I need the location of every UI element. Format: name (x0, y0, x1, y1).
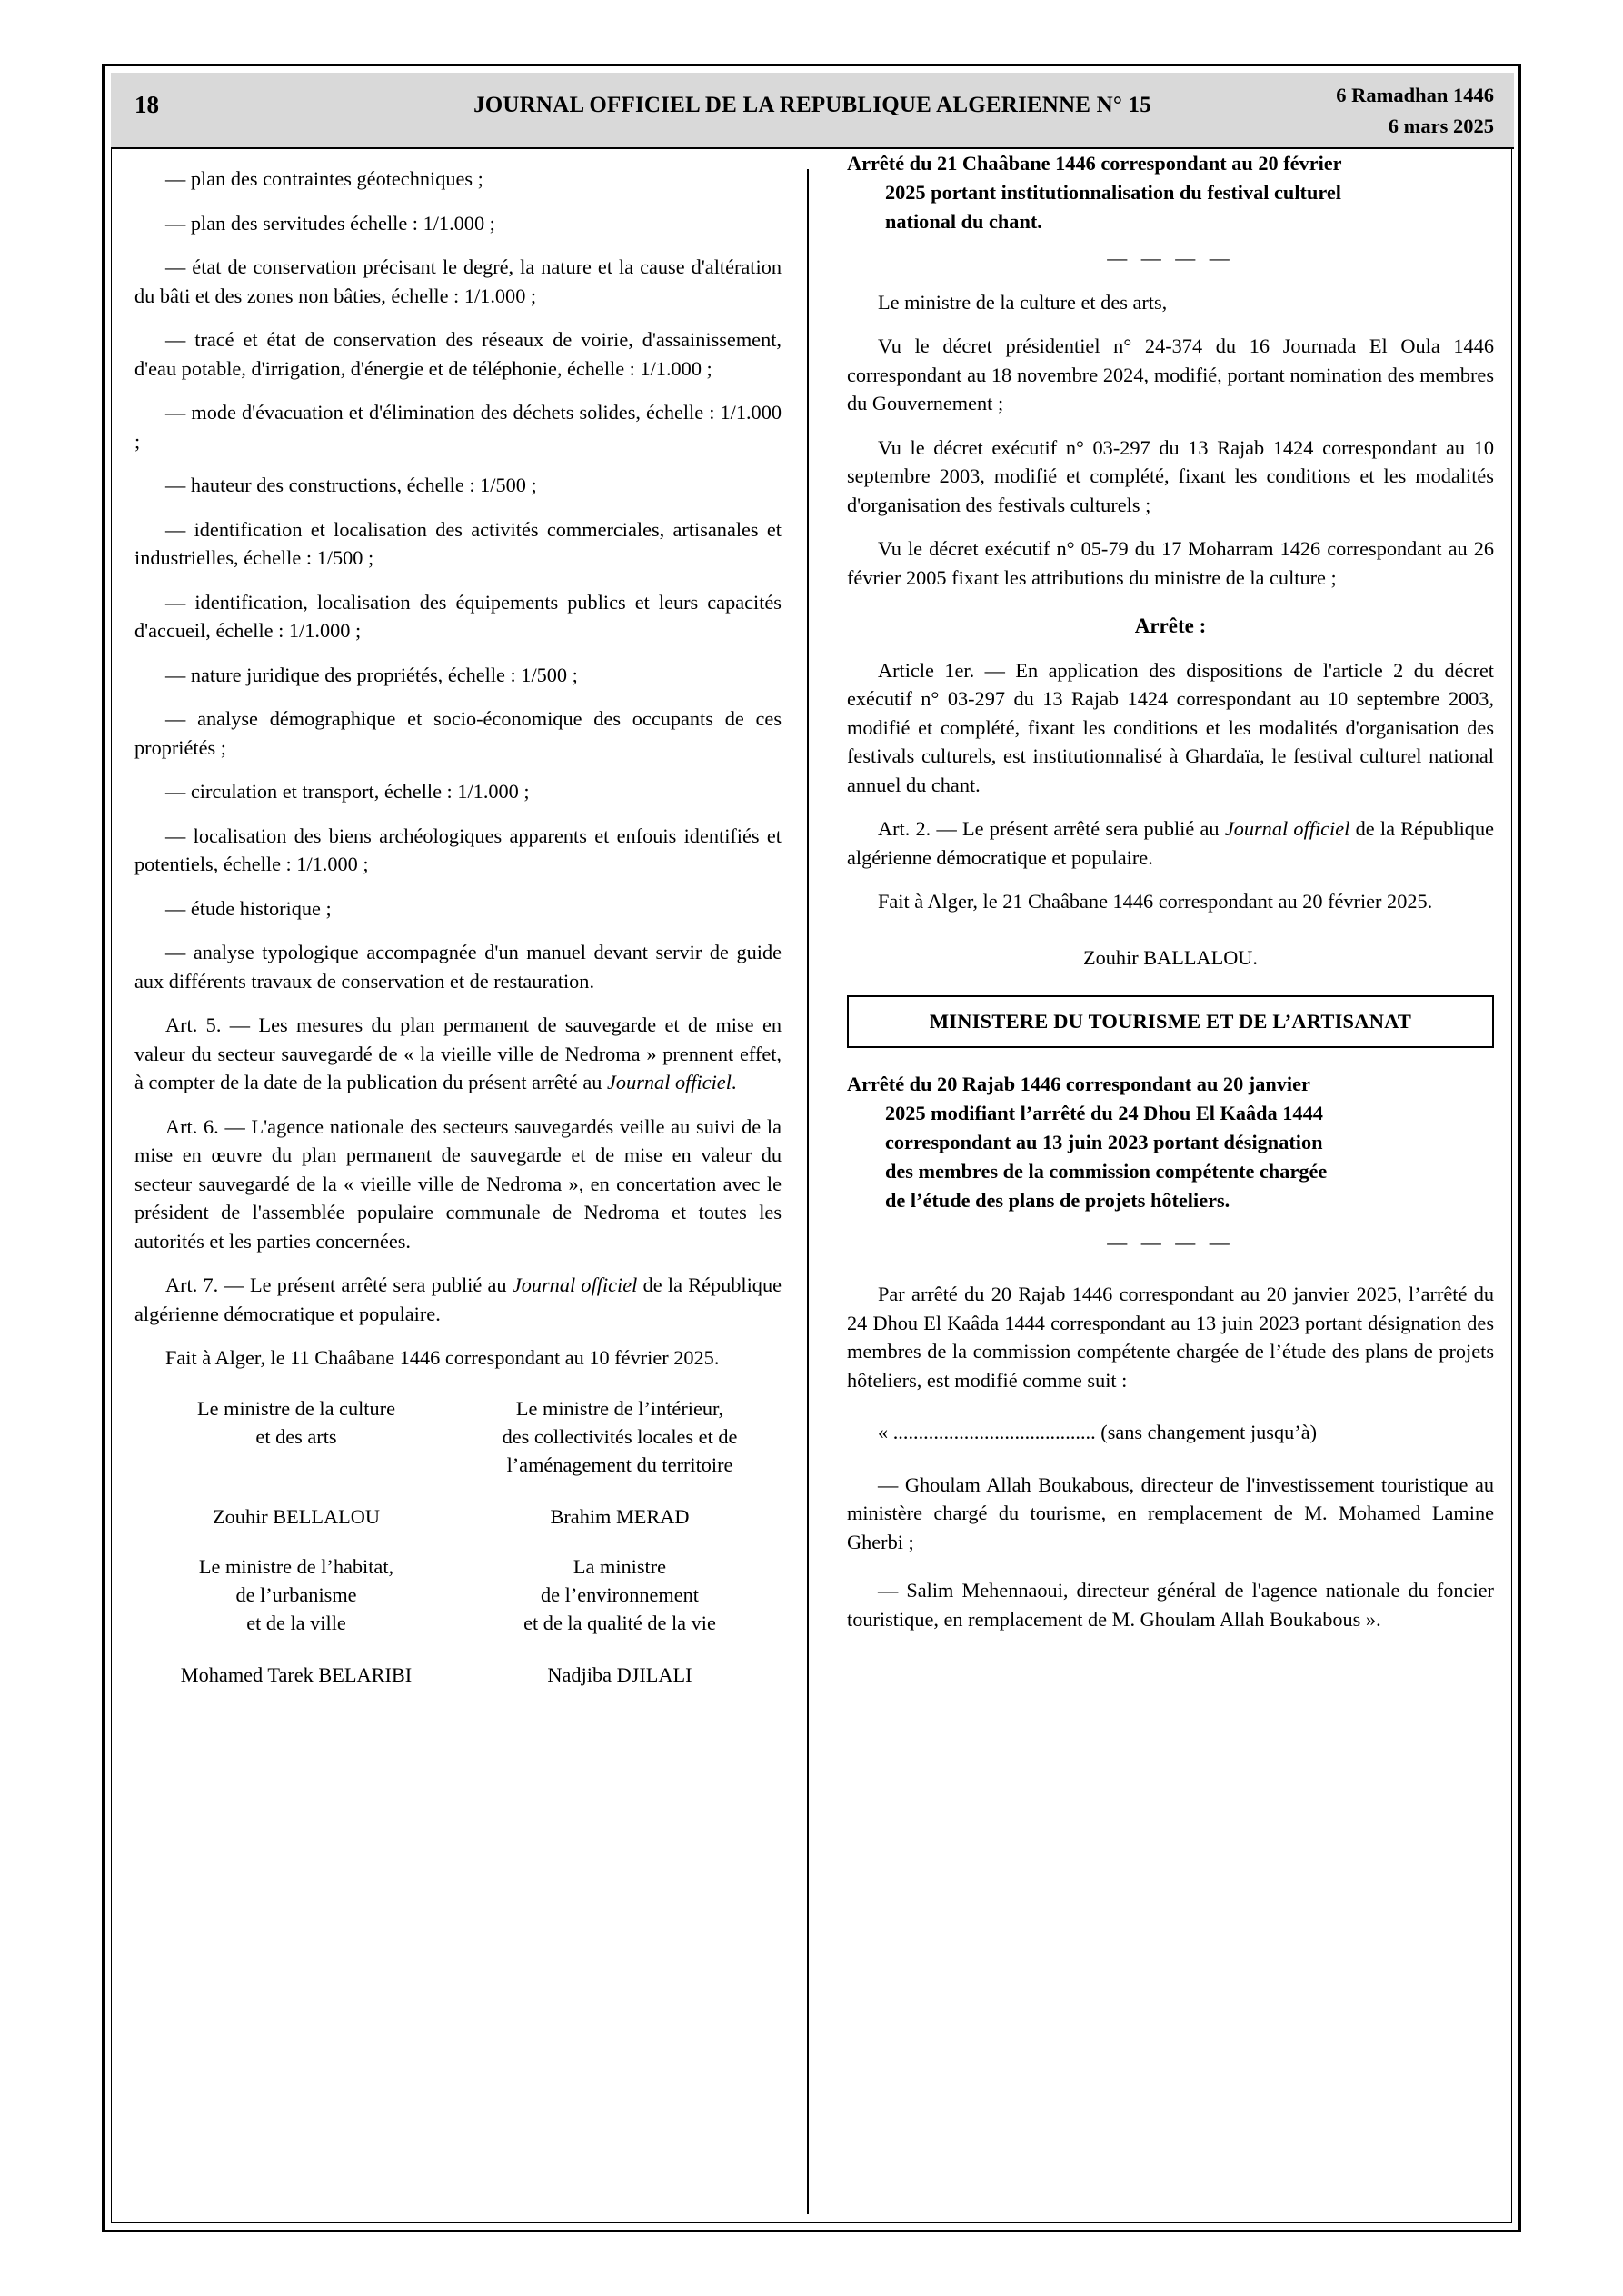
ministry-heading-box: MINISTERE DU TOURISME ET DE L’ARTISANAT (847, 995, 1494, 1048)
signature-block-1 (134, 1394, 782, 1531)
list-item: — état de conservation précisant le degré, la nature et la cause d'altération du bâti et des zones non bâties, échelle : 1/1.000 ; (134, 255, 782, 307)
list-item: — localisation des biens archéologiques apparents et enfouis identifiés et potentiels, échelle : 1/1.000 ; (134, 824, 782, 875)
article-7-tail: de la République algérienne démocratique et populaire. (134, 1273, 782, 1325)
signatory-role-right-1: Le ministre de l’intérieur, des collectivités locales et de l’aménagement du territoire (502, 1396, 738, 1476)
list-item: — tracé et état de conservation des réseaux de voirie, d'assainissement, d'eau potable, d'irrigation, d'énergie et de téléphonie, échelle : 1/1.000 ; (134, 328, 782, 380)
date-gregorian: 6 mars 2025 (1388, 115, 1494, 137)
page-frame-outer (102, 64, 1521, 2232)
list-item: — hauteur des constructions, échelle : 1/500 ; (165, 474, 537, 496)
article-2 (847, 814, 1494, 872)
modification-item-1: — Ghoulam Allah Boukabous, directeur de l'investissement touristique au ministère chargé du tourisme, en remplacement de M. Mohamed Lamine Gherbi ; (847, 1472, 1494, 1553)
vu-clause-2: Vu le décret exécutif n° 03-297 du 13 Rajab 1424 correspondant au 10 septembre 2003, modifié et complété, fixant les conditions et les modalités d'organisation des festivals culturels ; (847, 435, 1494, 516)
journal-title: JOURNAL OFFICIEL DE LA REPUBLIQUE ALGERIENNE N° 15 (473, 93, 1151, 117)
article-1: Article 1er. — En application des dispositions de l'article 2 du décret exécutif n° 03-297 du 13 Rajab 1424 correspondant au 10 septembre 2003, modifié et complété, fixant les conditions et les modalités d'organisation des festivals culturels, est institutionnalisé à Ghardaïa, le festival culturel national annuel du chant. (847, 658, 1494, 796)
par-arrete-paragraph: Par arrêté du 20 Rajab 1446 correspondant au 20 janvier 2025, l’arrêté du 24 Dhou El Kaâda 1444 correspondant au 13 juin 2023 portant désignation des membres de la commission compétente chargée de l’étude des plans de projets hôteliers, est modifié comme suit : (847, 1283, 1494, 1392)
arrete-title-1: Arrêté du 21 Chaâbane 1446 correspondant au 20 février 2025 portant institutionnalisation du festival culturel national du chant. (847, 152, 1342, 233)
page-body (111, 149, 1514, 2223)
arrete-title-2: Arrêté du 20 Rajab 1446 correspondant au 20 janvier 2025 modifiant l’arrêté du 24 Dhou El Kaâda 1444 correspondant au 13 juin 2023 portant désignation des membres de la commission compétente chargée de l’étude des plans de projets hôteliers. (847, 1072, 1328, 1212)
minister-line: Le ministre de la culture et des arts, (878, 290, 1168, 314)
journal-officiel-mention: Journal officiel (607, 1071, 732, 1093)
signatory-name-right-1: Brahim MERAD (550, 1504, 690, 1528)
list-item: — nature juridique des propriétés, échelle : 1/500 ; (165, 663, 578, 686)
signature-right (847, 943, 1494, 973)
signatory-name-left-1: Zouhir BELLALOU (213, 1504, 380, 1528)
modification-item-2: — Salim Mehennaoui, directeur général de l'agence nationale du foncier touristique, en remplacement de M. Ghoulam Allah Boukabous ». (847, 1579, 1494, 1631)
list-item: — plan des contraintes géotechniques ; (165, 167, 483, 190)
article-2-text: Art. 2. — Le présent arrêté sera publié au (878, 817, 1225, 840)
article-5 (134, 1011, 782, 1097)
signatory-role-left-2: Le ministre de l’habitat, de l’urbanisme et de la ville (198, 1554, 394, 1634)
list-item: — plan des servitudes échelle : 1/1.000 ; (165, 211, 495, 235)
signatory-role-right-2: La ministre de l’environnement et de la qualité de la vie (523, 1554, 716, 1634)
section-separator: — — — — (1107, 1230, 1234, 1253)
page-number: 18 (134, 91, 159, 118)
list-item: — étude historique ; (165, 896, 332, 920)
column-divider (807, 169, 809, 2214)
article-5-text: Art. 5. — Les mesures du plan permanent de sauvegarde et de mise en valeur du secteur sauvegardé de « la vieille ville de Nedroma » prennent effet, à compter de la date de la publication du présent arrêté au (134, 1013, 782, 1093)
list-item: — identification et localisation des activités commerciales, artisanales et industrielles, échelle : 1/500 ; (134, 517, 782, 569)
section-separator: — — — — (1107, 246, 1234, 269)
signatory-name: Zouhir BALLALOU. (1083, 945, 1258, 969)
list-item: — circulation et transport, échelle : 1/1.000 ; (165, 780, 530, 803)
fait-a-alger: Fait à Alger, le 11 Chaâbane 1446 correspondant au 10 février 2025. (165, 1346, 720, 1369)
journal-officiel-mention: Journal officiel (1224, 817, 1350, 840)
left-column (134, 149, 782, 1689)
list-item: — mode d'évacuation et d'élimination des déchets solides, échelle : 1/1.000 ; (134, 401, 782, 453)
list-item: — analyse démographique et socio-économique des occupants de ces propriétés ; (134, 707, 782, 759)
article-2-tail: de la République algérienne démocratique et populaire. (847, 817, 1495, 869)
arrete-keyword: Arrête : (1134, 614, 1207, 637)
date-hijri: 6 Ramadhan 1446 (1336, 84, 1494, 106)
vu-clause-1: Vu le décret présidentiel n° 24-374 du 16 Journada El Oula 1446 correspondant au 18 novembre 2024, modifié, portant nomination des membres du Gouvernement ; (847, 334, 1494, 414)
journal-officiel-mention: Journal officiel (512, 1273, 638, 1296)
article-6: Art. 6. — L'agence nationale des secteurs sauvegardés veille au suivi de la mise en œuvre du plan permanent de sauvegarde et de mise en valeur du secteur sauvegardé de la « vieille ville de Nedroma », en concertation avec le président de l'assemblée populaire communale de Nedroma et toutes les autorités et les parties concernées. (134, 1114, 782, 1253)
signature-block-2 (134, 1552, 782, 1689)
page-header (111, 73, 1514, 149)
vu-clause-3: Vu le décret exécutif n° 05-79 du 17 Moharram 1426 correspondant au 26 février 2005 fixant les attributions du ministre de la culture ; (847, 537, 1494, 589)
right-column (847, 149, 1494, 1633)
header-dates (1336, 80, 1494, 142)
signatory-name-left-2: Mohamed Tarek BELARIBI (180, 1662, 413, 1686)
signatory-name-right-2: Nadjiba DJILALI (547, 1662, 692, 1686)
list-item: — analyse typologique accompagnée d'un manuel devant servir de guide aux différents travaux de conservation et de restauration. (134, 941, 782, 993)
article-5-tail: . (731, 1071, 737, 1093)
list-item: — identification, localisation des équipements publics et leurs capacités d'accueil, échelle : 1/1.000 ; (134, 590, 782, 642)
article-7 (134, 1271, 782, 1328)
fait-a-alger: Fait à Alger, le 21 Chaâbane 1446 correspondant au 20 février 2025. (878, 890, 1433, 913)
sans-changement-line: « ........................................ (sans changement jusqu’à) (878, 1421, 1318, 1443)
signatory-role-left-1: Le ministre de la culture et des arts (197, 1396, 395, 1448)
article-7-text: Art. 7. — Le présent arrêté sera publié au (165, 1273, 513, 1296)
